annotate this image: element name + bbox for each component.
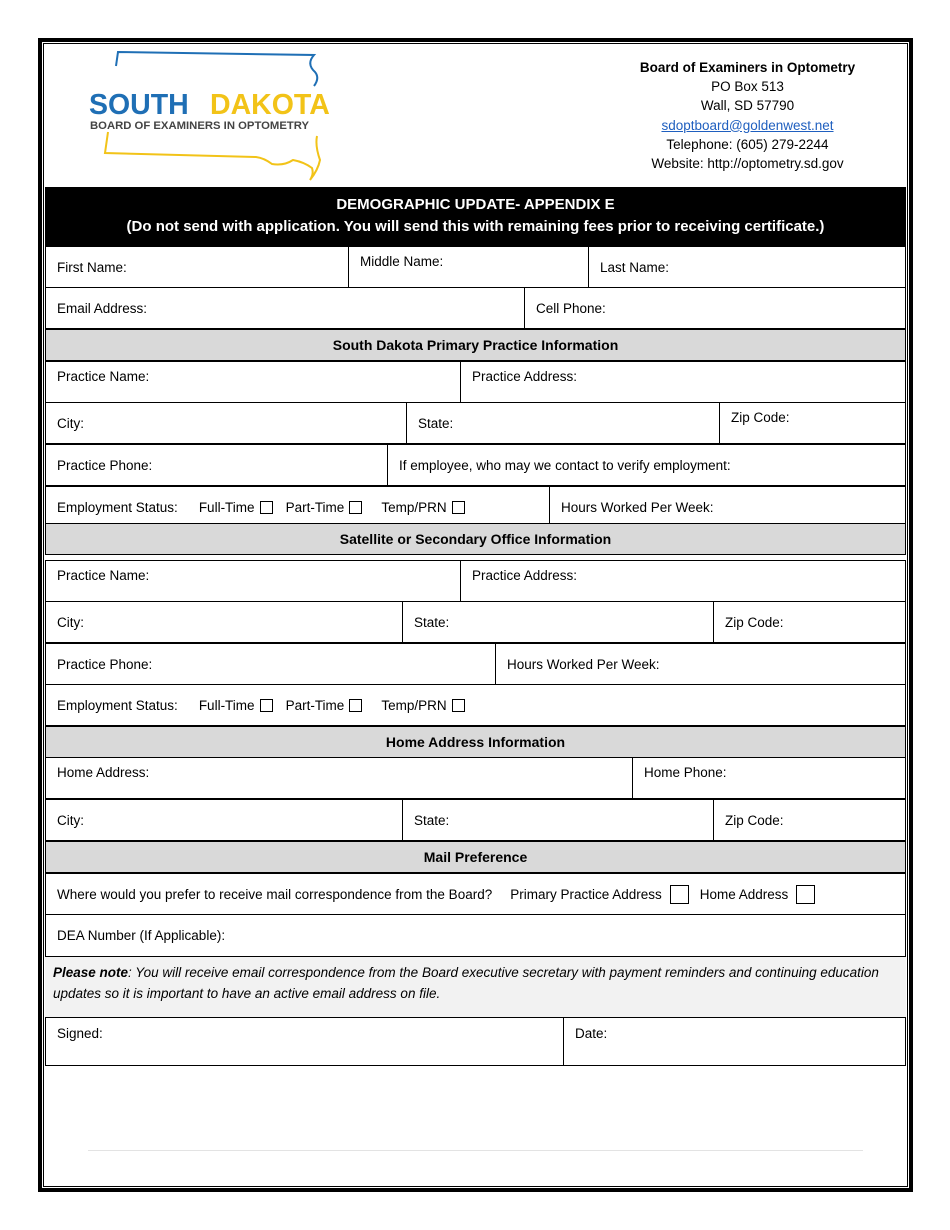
contact-org: Board of Examiners in Optometry [639,60,856,75]
secondary-full-time-checkbox[interactable] [260,699,273,712]
contact-telephone: Telephone: (605) 279-2244 [666,136,829,152]
primary-practice-name-label: Practice Name: [57,369,150,384]
primary-city-label: City: [57,415,84,431]
contact-block [600,58,895,173]
cell-phone-field[interactable] [524,288,905,328]
note-label: Please note [53,965,129,980]
mail-option-home-checkbox[interactable] [796,885,815,904]
secondary-state-field[interactable] [402,602,713,642]
mail-option-primary-checkbox[interactable] [670,885,689,904]
dea-number-field[interactable] [46,915,905,956]
secondary-zip-label: Zip Code: [725,614,784,630]
secondary-zip-field[interactable] [713,602,905,642]
primary-full-time-option[interactable] [199,500,273,515]
last-name-field[interactable] [588,247,905,287]
board-logo [88,50,348,182]
contact-po-box: PO Box 513 [711,79,784,95]
home-address-label: Home Address: [57,765,150,780]
secondary-practice-heading: Satellite or Secondary Office Information [45,523,906,555]
primary-city-field[interactable] [46,403,406,443]
home-address-row [45,757,906,799]
primary-state-field[interactable] [406,403,719,443]
mail-option-primary[interactable] [510,885,689,904]
home-zip-label: Zip Code: [725,812,784,828]
email-note [45,957,906,1018]
primary-employment-status-label: Employment Status: [57,499,178,515]
dea-number-label: DEA Number (If Applicable): [57,928,226,943]
employer-contact-label: If employee, who may we contact to verify employment: [399,457,731,473]
secondary-practice-address-label: Practice Address: [472,568,578,583]
south-dakota-state-outline-icon [88,50,348,182]
primary-city-row [45,402,906,444]
name-row [45,246,906,288]
home-state-field[interactable] [402,800,713,840]
secondary-practice-phone-label: Practice Phone: [57,656,153,672]
date-field[interactable] [563,1018,905,1065]
home-city-field[interactable] [46,800,402,840]
mail-preference-question: Where would you prefer to receive mail correspondence from the Board? [57,886,493,902]
employer-contact-field[interactable] [387,445,905,485]
logo-brand-south: SOUTH [89,89,189,121]
primary-employment-status [46,487,549,527]
primary-practice-address-field[interactable] [460,362,905,402]
footer-divider [88,1150,863,1151]
primary-temp-prn-checkbox[interactable] [452,501,465,514]
secondary-employment-row [45,684,906,726]
primary-practice-phone-field[interactable] [46,445,387,485]
primary-practice-phone-label: Practice Phone: [57,457,153,473]
secondary-hours-label: Hours Worked Per Week: [507,656,660,672]
secondary-full-time-label: Full-Time [198,697,255,713]
secondary-city-row [45,601,906,643]
secondary-phone-row [45,643,906,685]
primary-hours-field[interactable] [549,487,905,527]
secondary-hours-field[interactable] [495,644,905,684]
primary-temp-prn-label: Temp/PRN [381,499,447,515]
primary-full-time-checkbox[interactable] [260,501,273,514]
form-title: DEMOGRAPHIC UPDATE- APPENDIX E [336,196,615,213]
signature-label: Signed: [57,1026,103,1041]
mail-option-primary-label: Primary Practice Address [510,886,662,902]
contact-city: Wall, SD 57790 [700,98,795,114]
home-phone-field[interactable] [632,758,905,798]
secondary-city-label: City: [57,614,84,630]
secondary-employment-status [46,685,905,725]
cell-phone-label: Cell Phone: [536,300,606,316]
note-text: : You will receive email correspondence from the Board executive secretary with payment reminders and continuing education updates so it is important to have an active email address on file. [53,965,879,1001]
secondary-practice-name-field[interactable] [46,561,460,601]
signature-field[interactable] [46,1018,563,1065]
secondary-part-time-option[interactable] [286,698,363,713]
middle-name-label: Middle Name: [360,254,444,269]
form-instruction: (Do not send with application. You will send this with remaining fees prior to receiving certificate.) [126,218,825,235]
first-name-label: First Name: [57,259,127,275]
secondary-practice-name-label: Practice Name: [57,568,150,583]
contact-email-link[interactable]: sdoptboard@goldenwest.net [661,117,834,133]
primary-practice-heading: South Dakota Primary Practice Information [45,329,906,361]
last-name-label: Last Name: [600,259,670,275]
mail-option-home-label: Home Address [699,886,789,902]
primary-full-time-label: Full-Time [198,499,255,515]
mail-preference-field [46,874,905,914]
primary-employment-row [45,486,906,528]
primary-practice-row [45,361,906,403]
secondary-full-time-option[interactable] [199,698,273,713]
home-address-field[interactable] [46,758,632,798]
primary-hours-label: Hours Worked Per Week: [561,499,714,515]
primary-practice-name-field[interactable] [46,362,460,402]
secondary-temp-prn-option[interactable] [381,698,464,713]
home-address-heading: Home Address Information [45,726,906,758]
middle-name-field[interactable] [348,247,588,287]
home-state-label: State: [414,812,450,828]
primary-zip-field[interactable] [719,403,905,443]
secondary-employment-status-label: Employment Status: [57,697,178,713]
home-phone-label: Home Phone: [644,765,727,780]
email-label: Email Address: [57,300,148,316]
email-row [45,287,906,329]
primary-phone-row [45,444,906,486]
home-city-row [45,799,906,841]
primary-zip-label: Zip Code: [731,410,790,425]
secondary-temp-prn-checkbox[interactable] [452,699,465,712]
primary-part-time-label: Part-Time [285,499,345,515]
primary-practice-address-label: Practice Address: [472,369,578,384]
form-title-banner [45,187,906,246]
first-name-field[interactable] [46,247,348,287]
primary-part-time-checkbox[interactable] [349,501,362,514]
secondary-practice-row [45,560,906,602]
logo-brand-dakota: DAKOTA [210,89,330,121]
mail-preference-row [45,873,906,915]
primary-part-time-option[interactable] [286,500,363,515]
secondary-practice-phone-field[interactable] [46,644,495,684]
mail-option-home[interactable] [700,885,816,904]
home-city-label: City: [57,812,84,828]
home-zip-field[interactable] [713,800,905,840]
date-label: Date: [575,1026,608,1041]
dea-row [45,914,906,957]
secondary-temp-prn-label: Temp/PRN [381,697,447,713]
secondary-city-field[interactable] [46,602,402,642]
secondary-part-time-checkbox[interactable] [349,699,362,712]
primary-state-label: State: [418,415,454,431]
signature-row [45,1017,906,1066]
contact-website: Website: http://optometry.sd.gov [651,156,844,172]
secondary-practice-address-field[interactable] [460,561,905,601]
secondary-part-time-label: Part-Time [285,697,345,713]
logo-subtitle: BOARD OF EXAMINERS IN OPTOMETRY [90,120,310,132]
mail-preference-heading: Mail Preference [45,841,906,873]
secondary-state-label: State: [414,614,450,630]
email-field[interactable] [46,288,524,328]
primary-temp-prn-option[interactable] [381,500,464,515]
